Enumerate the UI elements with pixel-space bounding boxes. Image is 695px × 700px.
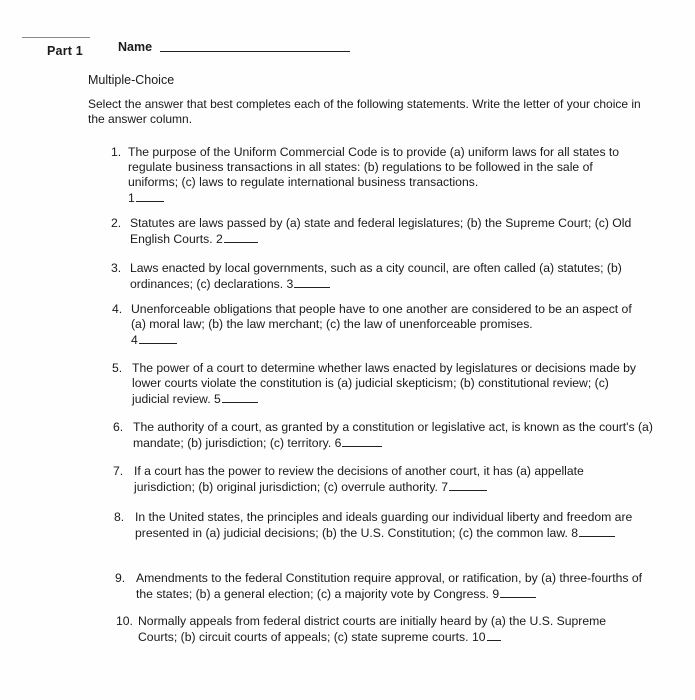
answer-number: 8 — [571, 526, 579, 540]
question-number: 10. — [116, 614, 133, 628]
question-text: Unenforceable obligations that people have to one another are considered to be an aspect of (a) moral law; (b) the law merchant; (c) the law of unenforceable promises. — [131, 302, 632, 331]
question-number: 3. — [111, 261, 122, 275]
question-number: 2. — [111, 216, 122, 230]
question-text: Amendments to the federal Constitution require approval, or ratification, by (a) three-fourths of the states; (b) a general election; (c) a majority vote by Congress. — [136, 571, 643, 601]
answer-blank[interactable] — [342, 435, 382, 447]
question-number: 1. — [111, 145, 122, 159]
question-item — [115, 571, 655, 602]
question-item — [111, 216, 651, 247]
question-item — [113, 464, 643, 495]
question-item — [116, 614, 636, 645]
question-number: 5. — [112, 361, 123, 375]
answer-blank[interactable] — [136, 190, 164, 202]
question-item — [112, 361, 647, 407]
answer-blank[interactable] — [139, 332, 177, 344]
answer-number: 9 — [492, 587, 500, 601]
question-text: Normally appeals from federal district courts are initially heard by (a) the U.S. Supreme Courts; (b) circuit courts of appeals; (c) state supreme courts. — [138, 614, 607, 644]
question-text: Laws enacted by local governments, such as a city council, are often called (a) statutes; (b) ordinances; (c) declarations. — [130, 261, 622, 291]
answer-number: 7 — [441, 480, 449, 494]
part-label: Part 1 — [47, 44, 83, 58]
question-number: 8. — [114, 510, 125, 524]
answer-blank[interactable] — [222, 391, 258, 403]
answer-blank[interactable] — [579, 525, 615, 537]
question-item — [112, 302, 647, 348]
question-item — [113, 420, 658, 451]
question-item — [111, 145, 641, 206]
question-text: The power of a court to determine whether laws enacted by legislatures or decisions made by lower courts violate the constitution is (a) judicial skepticism; (b) constitutional review; (c) judicial review. — [132, 361, 637, 406]
answer-number: 2 — [216, 232, 223, 246]
answer-number: 4 — [131, 333, 138, 347]
question-number: 7. — [113, 464, 124, 478]
question-number: 9. — [115, 571, 126, 585]
answer-blank[interactable] — [449, 479, 487, 491]
answer-number: 1 — [128, 191, 135, 205]
answer-number: 6 — [334, 436, 342, 450]
answer-blank[interactable] — [487, 629, 501, 641]
name-label: Name — [118, 40, 153, 54]
answer-blank[interactable] — [224, 231, 258, 243]
name-field-line[interactable] — [160, 51, 350, 52]
question-item — [111, 261, 631, 292]
question-text: Statutes are laws passed by (a) state and federal legislatures; (b) the Supreme Court; (c) Old English Courts. — [130, 216, 632, 246]
instructions-text: Select the answer that best completes each of the following statements. Write the letter of your choice in the answer column. — [88, 97, 641, 126]
top-rule — [22, 37, 90, 38]
answer-number: 10 — [471, 630, 486, 644]
question-text: The authority of a court, as granted by a constitution or legislative act, is known as the court's (a) mandate; (b) jurisdiction; (c) territory. — [133, 420, 653, 450]
question-number: 6. — [113, 420, 124, 434]
question-text: If a court has the power to review the decisions of another court, it has (a) appellate jurisdiction; (b) original jurisdiction; (c) overrule authority. — [134, 464, 584, 494]
answer-blank[interactable] — [500, 586, 536, 598]
question-item — [114, 510, 634, 541]
answer-number: 3 — [286, 277, 294, 291]
answer-number: 5 — [213, 392, 221, 406]
question-text: The purpose of the Uniform Commercial Code is to provide (a) uniform laws for all states to regulate business transactions in all states: (b) regulations to be followed in the sale of uniforms; (c) laws to regulate international business transactions. — [128, 145, 620, 189]
answer-blank[interactable] — [294, 276, 330, 288]
question-text: In the United states, the principles and ideals guarding our individual liberty and freedom are presented in (a) judicial decisions; (b) the U.S. Constitution; (c) the common law. — [135, 510, 633, 540]
section-title: Multiple-Choice — [88, 73, 175, 87]
question-number: 4. — [112, 302, 123, 316]
